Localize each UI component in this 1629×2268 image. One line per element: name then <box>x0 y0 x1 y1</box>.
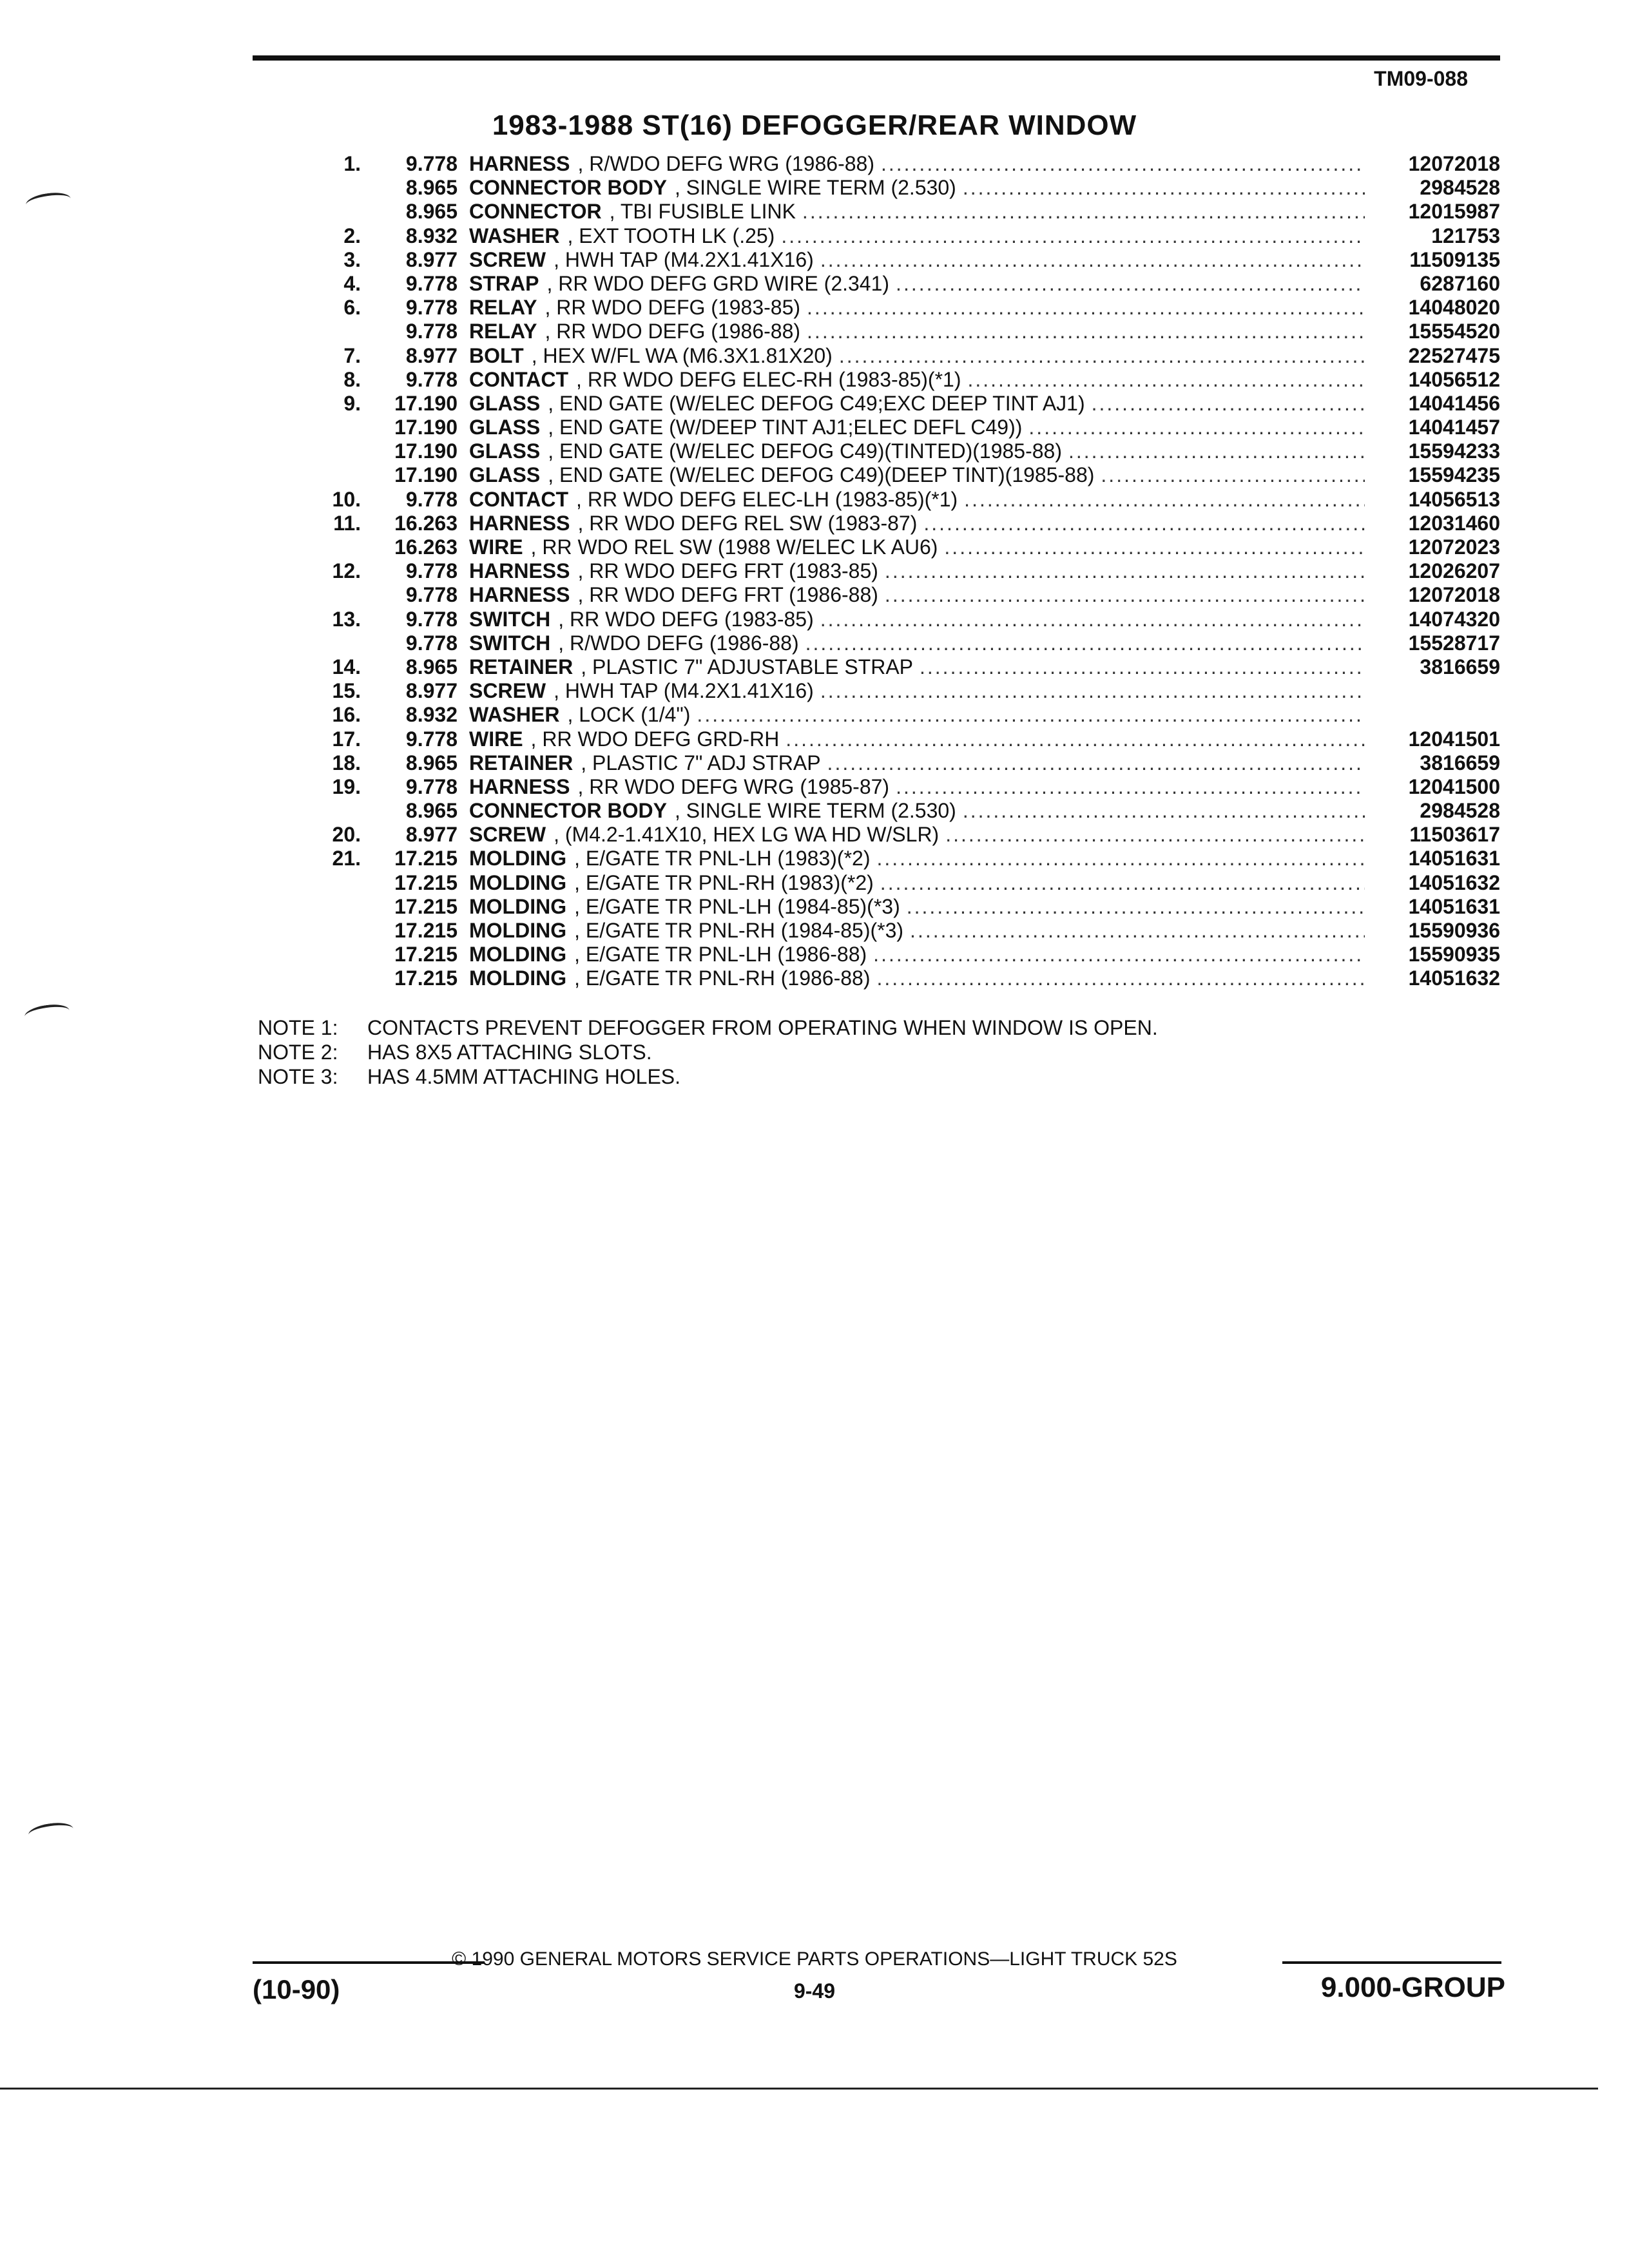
part-row <box>251 200 1508 224</box>
group-number: 8.965 <box>405 799 458 823</box>
leader-dots <box>896 272 1365 296</box>
part-spec: , RR WDO DEFG FRT (1986-88) <box>577 583 878 607</box>
group-number: 17.215 <box>394 894 458 918</box>
part-name: WIRE <box>469 727 523 751</box>
part-number: 14048020 <box>1408 296 1500 320</box>
part-name: CONTACT <box>469 487 569 511</box>
part-description <box>469 416 1365 439</box>
item-number: 9. <box>343 391 361 415</box>
part-name: HARNESS <box>469 559 570 583</box>
item-number: 6. <box>343 296 361 320</box>
group-number: 16.263 <box>394 511 458 535</box>
group-number: 9.778 <box>405 367 458 391</box>
part-description <box>469 176 1365 200</box>
part-row <box>251 919 1508 943</box>
part-row <box>251 871 1508 895</box>
part-row <box>251 895 1508 919</box>
leader-dots <box>1068 439 1365 463</box>
group-number: 8.932 <box>405 703 458 727</box>
part-description <box>469 559 1365 583</box>
leader-dots <box>781 224 1365 248</box>
part-spec: , RR WDO DEFG GRD WIRE (2.341) <box>546 271 890 295</box>
part-row <box>251 966 1508 990</box>
part-row <box>251 679 1508 703</box>
group-number: 9.778 <box>405 774 458 798</box>
group-number: 9.778 <box>405 271 458 295</box>
parts-list <box>251 152 1508 991</box>
part-number: 15594235 <box>1408 463 1500 487</box>
part-spec: , END GATE (W/ELEC DEFOG C49)(DEEP TINT)(1985-88) <box>548 463 1095 487</box>
part-name: GLASS <box>469 439 541 463</box>
item-number: 17. <box>332 727 361 751</box>
binder-hole-mark <box>24 1002 71 1024</box>
leader-dots <box>805 631 1365 655</box>
note-label: NOTE 1: <box>258 1016 338 1039</box>
part-spec: , E/GATE TR PNL-LH (1986-88) <box>574 943 867 966</box>
group-number: 9.778 <box>405 727 458 751</box>
part-description <box>469 871 1365 895</box>
part-spec: , E/GATE TR PNL-RH (1984-85)(*3) <box>574 919 904 942</box>
group-number: 8.977 <box>405 247 458 271</box>
leader-dots <box>807 296 1365 320</box>
part-row <box>251 488 1508 512</box>
part-description <box>469 631 1365 655</box>
part-description <box>469 320 1365 343</box>
part-description <box>469 943 1365 966</box>
group-number: 17.190 <box>394 416 458 439</box>
footer-group: 9.000-GROUP <box>1320 1972 1505 2003</box>
part-name: RETAINER <box>469 655 574 678</box>
part-name: SWITCH <box>469 631 551 655</box>
note <box>258 1015 1158 1040</box>
part-description <box>469 847 1365 870</box>
part-description <box>469 272 1365 296</box>
leader-dots <box>923 512 1365 535</box>
part-number: 11509135 <box>1409 247 1500 271</box>
leader-dots <box>873 943 1365 966</box>
group-number: 9.778 <box>405 296 458 320</box>
part-description <box>469 966 1365 990</box>
leader-dots <box>907 895 1365 919</box>
group-number: 8.965 <box>405 200 458 224</box>
part-row <box>251 439 1508 463</box>
part-description <box>469 535 1365 559</box>
part-spec: , END GATE (W/ELEC DEFOG C49;EXC DEEP TINT AJ1) <box>548 391 1085 415</box>
part-number: 14056513 <box>1408 487 1500 511</box>
part-name: CONTACT <box>469 367 569 391</box>
group-number: 17.215 <box>394 943 458 966</box>
part-spec: , RR WDO DEFG REL SW (1983-87) <box>577 511 918 535</box>
part-number: 14051632 <box>1408 870 1500 894</box>
leader-dots <box>880 871 1365 895</box>
part-row <box>251 152 1508 176</box>
part-number: 15554520 <box>1408 320 1500 343</box>
part-name: HARNESS <box>469 583 570 607</box>
part-description <box>469 152 1365 176</box>
part-row <box>251 463 1508 487</box>
group-number: 9.778 <box>405 152 458 175</box>
part-description <box>469 919 1365 943</box>
part-description <box>469 439 1365 463</box>
item-number: 14. <box>332 655 361 678</box>
part-spec: , PLASTIC 7" ADJ STRAP <box>581 751 821 774</box>
leader-dots <box>820 679 1365 703</box>
group-number: 8.977 <box>405 679 458 703</box>
document-code: TM09-088 <box>1374 67 1468 90</box>
leader-dots <box>944 535 1365 559</box>
group-number: 17.215 <box>394 919 458 942</box>
footer-copyright: © 1990 GENERAL MOTORS SERVICE PARTS OPERATIONS—LIGHT TRUCK 52S <box>452 1948 1177 1970</box>
leader-dots <box>964 488 1365 512</box>
part-number: 15590935 <box>1408 943 1500 966</box>
group-number: 9.778 <box>405 320 458 343</box>
notes-section <box>258 1015 1158 1089</box>
part-number: 2984528 <box>1420 176 1500 200</box>
part-spec: , RR WDO DEFG ELEC-LH (1983-85)(*1) <box>576 487 958 511</box>
item-number: 1. <box>343 152 361 175</box>
part-number: 14041457 <box>1408 416 1500 439</box>
part-description <box>469 368 1365 392</box>
part-number: 12026207 <box>1408 559 1500 583</box>
part-spec: , RR WDO DEFG (1983-85) <box>545 296 801 320</box>
part-spec: , E/GATE TR PNL-RH (1986-88) <box>574 966 871 990</box>
note-text: CONTACTS PREVENT DEFOGGER FROM OPERATING WHEN WINDOW IS OPEN. <box>367 1016 1158 1039</box>
part-spec: , END GATE (W/DEEP TINT AJ1;ELEC DEFL C49)) <box>548 416 1023 439</box>
part-name: CONNECTOR BODY <box>469 799 667 823</box>
part-name: RETAINER <box>469 751 574 774</box>
part-row <box>251 943 1508 966</box>
part-row <box>251 655 1508 679</box>
item-number: 7. <box>343 343 361 367</box>
leader-dots <box>1092 392 1365 416</box>
part-row <box>251 727 1508 751</box>
group-number: 9.778 <box>405 559 458 583</box>
part-spec: , RR WDO DEFG (1986-88) <box>545 320 801 343</box>
part-name: MOLDING <box>469 966 567 990</box>
group-number: 9.778 <box>405 607 458 631</box>
item-number: 3. <box>343 247 361 271</box>
part-description <box>469 751 1365 775</box>
leader-dots <box>697 703 1365 727</box>
leader-dots <box>910 919 1365 943</box>
part-name: MOLDING <box>469 919 567 942</box>
part-name: SCREW <box>469 247 546 271</box>
leader-dots <box>967 368 1365 392</box>
part-row <box>251 631 1508 655</box>
part-row <box>251 320 1508 343</box>
part-name: GLASS <box>469 463 541 487</box>
part-number: 3816659 <box>1420 655 1500 678</box>
item-number: 15. <box>332 679 361 703</box>
part-spec: , E/GATE TR PNL-RH (1983)(*2) <box>574 870 874 894</box>
part-description <box>469 488 1365 512</box>
part-number: 14074320 <box>1408 607 1500 631</box>
part-row <box>251 535 1508 559</box>
group-number: 8.977 <box>405 823 458 847</box>
part-spec: , SINGLE WIRE TERM (2.530) <box>674 176 956 200</box>
part-description <box>469 608 1365 631</box>
group-number: 16.263 <box>394 535 458 559</box>
note <box>258 1040 1158 1064</box>
group-number: 17.215 <box>394 966 458 990</box>
part-row <box>251 248 1508 272</box>
bottom-rule <box>0 2088 1598 2090</box>
item-number: 10. <box>332 487 361 511</box>
part-number: 14051631 <box>1408 847 1500 870</box>
part-description <box>469 296 1365 320</box>
leader-dots <box>876 847 1365 870</box>
part-name: HARNESS <box>469 152 570 175</box>
footer-date: (10-90) <box>253 1974 340 2004</box>
page-title: 1983-1988 ST(16) DEFOGGER/REAR WINDOW <box>492 110 1137 141</box>
part-name: RELAY <box>469 296 537 320</box>
binder-hole-mark <box>28 1820 75 1843</box>
part-row <box>251 608 1508 631</box>
part-number: 12041501 <box>1408 727 1500 751</box>
part-description <box>469 512 1365 535</box>
part-spec: , RR WDO DEFG WRG (1985-87) <box>577 774 890 798</box>
leader-dots <box>807 320 1365 343</box>
part-name: SWITCH <box>469 607 551 631</box>
part-name: BOLT <box>469 343 524 367</box>
part-row <box>251 176 1508 200</box>
part-description <box>469 463 1365 487</box>
leader-dots <box>963 799 1365 823</box>
item-number: 4. <box>343 271 361 295</box>
part-number: 2984528 <box>1420 799 1500 823</box>
part-row <box>251 224 1508 248</box>
group-number: 17.215 <box>394 847 458 870</box>
part-number: 6287160 <box>1420 271 1500 295</box>
group-number: 9.778 <box>405 487 458 511</box>
part-number: 14041456 <box>1408 391 1500 415</box>
part-spec: , R/WDO DEFG WRG (1986-88) <box>577 152 874 175</box>
leader-dots <box>945 823 1365 847</box>
page-number: 9-49 <box>793 1979 836 2003</box>
leader-dots <box>896 775 1365 799</box>
group-number: 8.965 <box>405 176 458 200</box>
group-number: 8.977 <box>405 343 458 367</box>
part-spec: , HWH TAP (M4.2X1.41X16) <box>554 679 814 703</box>
item-number: 12. <box>332 559 361 583</box>
part-name: SCREW <box>469 823 546 847</box>
part-description <box>469 655 1365 679</box>
part-spec: , RR WDO DEFG ELEC-RH (1983-85)(*1) <box>576 367 961 391</box>
group-number: 9.778 <box>405 583 458 607</box>
part-name: MOLDING <box>469 847 567 870</box>
part-description <box>469 200 1365 224</box>
part-name: RELAY <box>469 320 537 343</box>
part-spec: , E/GATE TR PNL-LH (1983)(*2) <box>574 847 871 870</box>
part-row <box>251 583 1508 607</box>
part-row <box>251 751 1508 775</box>
part-number: 12072018 <box>1408 583 1500 607</box>
part-number: 15528717 <box>1408 631 1500 655</box>
part-name: STRAP <box>469 271 539 295</box>
leader-dots <box>786 727 1365 751</box>
part-name: MOLDING <box>469 870 567 894</box>
group-number: 17.190 <box>394 391 458 415</box>
item-number: 19. <box>332 774 361 798</box>
part-row <box>251 272 1508 296</box>
part-number: 12041500 <box>1408 774 1500 798</box>
part-description <box>469 248 1365 272</box>
part-number: 12072018 <box>1408 152 1500 175</box>
part-spec: , HEX W/FL WA (M6.3X1.81X20) <box>531 343 833 367</box>
part-row <box>251 512 1508 535</box>
item-number: 16. <box>332 703 361 727</box>
leader-dots <box>920 655 1365 679</box>
part-number: 22527475 <box>1408 343 1500 367</box>
part-name: SCREW <box>469 679 546 703</box>
part-spec: , RR WDO DEFG FRT (1983-85) <box>577 559 878 583</box>
item-number: 18. <box>332 751 361 774</box>
part-name: WASHER <box>469 703 560 727</box>
part-name: MOLDING <box>469 943 567 966</box>
leader-dots <box>820 608 1365 631</box>
part-number: 12015987 <box>1408 200 1500 224</box>
part-row <box>251 559 1508 583</box>
part-row <box>251 368 1508 392</box>
part-spec: , (M4.2-1.41X10, HEX LG WA HD W/SLR) <box>554 823 940 847</box>
part-row <box>251 703 1508 727</box>
group-number: 17.190 <box>394 439 458 463</box>
note-text: HAS 4.5MM ATTACHING HOLES. <box>367 1065 681 1088</box>
part-spec: , TBI FUSIBLE LINK <box>609 200 796 224</box>
part-number: 15590936 <box>1408 919 1500 942</box>
part-row <box>251 847 1508 870</box>
group-number: 8.965 <box>405 655 458 678</box>
note <box>258 1064 1158 1089</box>
group-number: 17.190 <box>394 463 458 487</box>
part-spec: , PLASTIC 7" ADJUSTABLE STRAP <box>581 655 913 678</box>
part-number: 14056512 <box>1408 367 1500 391</box>
header-rule <box>253 55 1500 61</box>
part-number: 15594233 <box>1408 439 1500 463</box>
part-row <box>251 775 1508 799</box>
leader-dots <box>827 751 1365 775</box>
part-description <box>469 775 1365 799</box>
part-description <box>469 895 1365 919</box>
part-description <box>469 583 1365 607</box>
part-number: 14051632 <box>1408 966 1500 990</box>
item-number: 8. <box>343 367 361 391</box>
leader-dots <box>802 200 1365 224</box>
part-row <box>251 344 1508 368</box>
part-name: GLASS <box>469 391 541 415</box>
part-name: CONNECTOR BODY <box>469 176 667 200</box>
leader-dots <box>885 583 1365 607</box>
group-number: 8.965 <box>405 751 458 774</box>
part-description <box>469 392 1365 416</box>
part-spec: , HWH TAP (M4.2X1.41X16) <box>554 247 814 271</box>
leader-dots <box>885 559 1365 583</box>
part-name: CONNECTOR <box>469 200 602 224</box>
part-spec: , E/GATE TR PNL-LH (1984-85)(*3) <box>574 894 900 918</box>
part-name: WASHER <box>469 224 560 247</box>
leader-dots <box>820 248 1365 272</box>
part-description <box>469 727 1365 751</box>
part-number: 3816659 <box>1420 751 1500 774</box>
group-number: 17.215 <box>394 870 458 894</box>
part-spec: , SINGLE WIRE TERM (2.530) <box>674 799 956 823</box>
part-description <box>469 224 1365 248</box>
note-label: NOTE 3: <box>258 1065 338 1088</box>
item-number: 2. <box>343 224 361 247</box>
part-number: 11503617 <box>1409 823 1500 847</box>
part-spec: , LOCK (1/4") <box>567 703 691 727</box>
part-row <box>251 416 1508 439</box>
part-number: 12072023 <box>1408 535 1500 559</box>
part-description <box>469 344 1365 368</box>
part-description <box>469 823 1365 847</box>
part-spec: , END GATE (W/ELEC DEFOG C49)(TINTED)(1985-88) <box>548 439 1062 463</box>
item-number: 13. <box>332 607 361 631</box>
part-spec: , RR WDO DEFG GRD-RH <box>530 727 780 751</box>
item-number: 20. <box>332 823 361 847</box>
part-number: 12031460 <box>1408 511 1500 535</box>
part-spec: , RR WDO DEFG (1983-85) <box>558 607 814 631</box>
part-spec: , R/WDO DEFG (1986-88) <box>558 631 799 655</box>
note-label: NOTE 2: <box>258 1041 338 1064</box>
group-number: 8.932 <box>405 224 458 247</box>
part-spec: , EXT TOOTH LK (.25) <box>567 224 775 247</box>
part-description <box>469 679 1365 703</box>
part-name: WIRE <box>469 535 523 559</box>
part-number: 121753 <box>1431 224 1500 247</box>
part-spec: , RR WDO REL SW (1988 W/ELEC LK AU6) <box>530 535 938 559</box>
part-row <box>251 823 1508 847</box>
part-row <box>251 799 1508 823</box>
part-description <box>469 799 1365 823</box>
leader-dots <box>963 176 1365 200</box>
part-row <box>251 392 1508 416</box>
group-number: 9.778 <box>405 631 458 655</box>
leader-dots <box>876 966 1365 990</box>
leader-dots <box>1101 463 1365 487</box>
item-number: 21. <box>332 847 361 870</box>
part-name: MOLDING <box>469 894 567 918</box>
part-name: HARNESS <box>469 511 570 535</box>
part-name: GLASS <box>469 416 541 439</box>
item-number: 11. <box>333 511 361 535</box>
part-number: 14051631 <box>1408 894 1500 918</box>
part-description <box>469 703 1365 727</box>
leader-dots <box>881 152 1365 176</box>
leader-dots <box>839 344 1365 368</box>
note-text: HAS 8X5 ATTACHING SLOTS. <box>367 1041 652 1064</box>
part-row <box>251 296 1508 320</box>
part-name: HARNESS <box>469 774 570 798</box>
leader-dots <box>1028 416 1365 439</box>
binder-hole-mark <box>25 190 72 213</box>
